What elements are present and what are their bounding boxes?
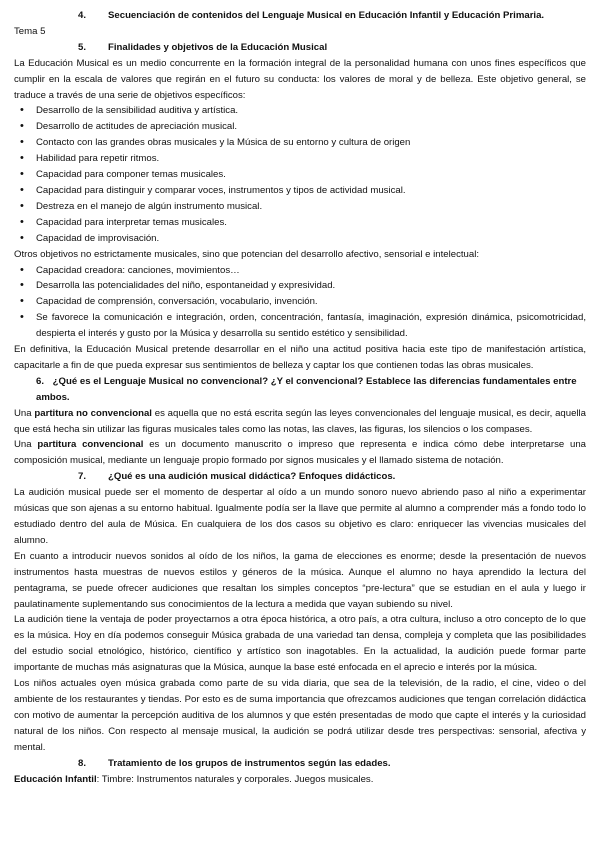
audition-paragraph-2: En cuanto a introducir nuevos sonidos al oído de los niños, la gama de elecciones es enorme; desde la presentación de nuevos instrumentos hasta muestras de nuevos estilos y géneros de la música. Aunque el alumno no haya aprendido la lectura del pentagrama, se puede ofrecer audiciones que resaltan los simples conceptos “pre-lectura” que se estudian en el aula y luego ir paulatinamente suplementando sus conocimientos de la lectura a medida que vayan subiendo su nivel. [14, 550, 586, 610]
section-title: Tratamiento de los grupos de instrumentos según las edades. [108, 757, 391, 769]
term-educacion-infantil: Educación Infantil [14, 773, 97, 785]
paragraph-body: : Timbre: Instrumentos naturales y corporales. Juegos musicales. [96, 773, 374, 785]
list-item: • Capacidad de improvisación. [14, 231, 586, 247]
list-item: • Capacidad creadora: canciones, movimientos… [14, 263, 586, 279]
list-item: • Desarrolla las potencialidades del niño, espontaneidad y expresividad. [14, 278, 586, 294]
list-item: • Destreza en el manejo de algún instrumento musical. [14, 199, 586, 215]
list-item: • Capacidad para componer temas musicales. [14, 167, 586, 183]
list-item: • Desarrollo de actitudes de apreciación musical. [14, 119, 586, 135]
list-item: • Contacto con las grandes obras musicales y la Música de su entorno y cultura de origen [14, 135, 586, 151]
audition-paragraph-3: La audición tiene la ventaja de poder proyectarnos a otra época histórica, a otro país, a otra cultura, incluso a otro concepto de lo que es la música. Hoy en día podemos conseguir Música grabada de una variedad tan densa, compleja y completa que las posibilidades del estudio social etnológico, histórico, científico y artístico son inagotables. En la actualidad, la audición puede formar parte importante de muchas más asignaturas que la Música, aunque la base esté enfocada en el aprecio e interés por la música. [14, 614, 586, 674]
other-objectives-intro: Otros objetivos no estrictamente musicales, sino que potencian del desarrollo afectivo, sensorial e intelectual: [14, 248, 480, 260]
term-partitura-convencional: partitura convencional [37, 439, 144, 451]
term-partitura-no-convencional: partitura no convencional [34, 407, 152, 419]
section-heading-5 [14, 40, 586, 56]
conclusion-paragraph: En definitiva, la Educación Musical pretende desarrollar en el niño una actitud positiva hacia este tipo de manifestación artística, capacitarle a fin de que pueda expresar sus sentimientos de belleza y captar los que contienen todas las obras musicales. [14, 344, 586, 371]
section-number: 7. [77, 471, 86, 483]
section-number: 6. [36, 375, 45, 387]
section-heading-8 [14, 756, 586, 772]
other-objectives-list [14, 263, 586, 343]
audition-paragraph-4: Los niños actuales oyen música grabada como parte de su vida diaria, que sea de la televisión, de la radio, el cine, video o del ambiente de los restaurantes y tiendas. Por esto es de suma importancia que ofrezcamos audiciones que tengan correlación didáctica con motivo de aumentar la percepción auditiva de los alumnos y que estén presentadas de modo que capte el interés y la curiosidad natural de los niños. Con respecto al mensaje musical, la audición se podrá utilizar desde tres perspectivas: sensorial, afectiva y mental. [14, 678, 586, 753]
section-heading-7 [14, 469, 586, 485]
paragraph-non-conventional [14, 406, 586, 438]
intro-paragraph: La Educación Musical es un medio concurrente en la formación integral de la personalidad humana con unos fines específicos que cumplir en la escala de valores que regirán en el futuro su conducta: los valores de moral y de belleza. Este objetivo general, se traduce a través de una serie de objetivos específicos: [14, 57, 586, 101]
section-number: 5. [77, 41, 86, 53]
tema-label: Tema 5 [14, 25, 46, 37]
section-number: 4. [77, 10, 86, 21]
list-item: • Se favorece la comunicación e integración, orden, concentración, fantasía, imaginación, expresión dinámica, psicomotricidad, despierta el interés y gusto por la Música y desarrolla su sentido estético y sensibilidad. [14, 310, 586, 342]
list-item: • Desarrollo de la sensibilidad auditiva y artística. [14, 103, 586, 119]
infantil-paragraph [14, 772, 586, 788]
paragraph-body: es un documento manuscrito o impreso que representa e indica cómo debe interpretarse una composición musical, mediante un lenguaje propio formado por signos musicales y el llamado sistema de notación. [14, 439, 587, 467]
audition-paragraph-1: La audición musical puede ser el momento de despertar al oído a un mundo sonoro nuevo abriendo paso al niño a experimentar músicas que son ajenas a su entorno habitual. Igualmente podía ser la llave que permite al alumno a comprender más a fondo todo lo estudiado dentro del aula de Música. En cualquiera de los dos casos su objetivo es claro: enriquecer las vivencias musicales del alumno. [14, 487, 586, 546]
paragraph-body: es aquella que no está escrita según las leyes convencionales del lenguaje musical, es decir, aquella que está hecha sin utilizar las figuras musicales tales como las notas, las claves, las figuras, los silencios o los compases. [14, 407, 587, 435]
section-title: Secuenciación de contenidos del Lenguaje Musical en Educación Infantil y Educación Primaria. [108, 10, 545, 21]
objectives-list [14, 103, 586, 246]
section-number: 8. [77, 757, 86, 769]
list-item: • Capacidad de comprensión, conversación, vocabulario, invención. [14, 294, 586, 310]
paragraph-prefix: Una [14, 407, 35, 419]
list-item: • Capacidad para interpretar temas musicales. [14, 215, 586, 231]
paragraph-conventional [14, 437, 586, 469]
section-title: ¿Qué es una audición musical didáctica? Enfoques didácticos. [108, 471, 396, 483]
paragraph-prefix: Una [14, 439, 38, 451]
list-item: • Capacidad para distinguir y comparar voces, instrumentos y tipos de actividad musical. [14, 183, 586, 199]
list-item: • Habilidad para repetir ritmos. [14, 151, 586, 167]
section-heading-6 [14, 374, 586, 406]
section-title: Finalidades y objetivos de la Educación Musical [108, 41, 328, 53]
section-heading-4 [14, 8, 586, 24]
section-title: ¿Qué es el Lenguaje Musical no convencional? ¿Y el convencional? Establece las diferencias fundamentales entre ambos. [36, 375, 577, 403]
